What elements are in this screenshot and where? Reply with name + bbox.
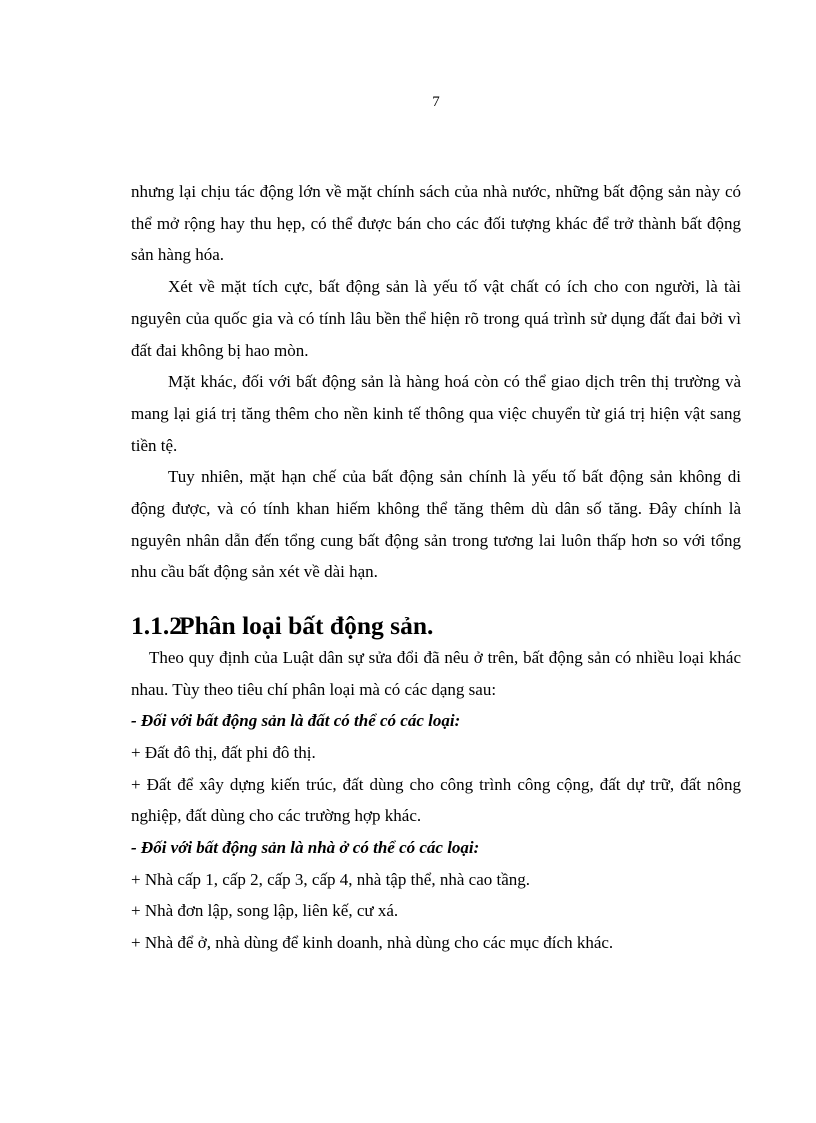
land-item: + Đất để xây dựng kiến trúc, đất dùng cho công trình công cộng, đất dự trữ, đất nông nghiệp, đất dùng cho các trường hợp khác.: [131, 774, 741, 826]
land-subheading: - Đối với bất động sản là đất có thể có các loại:: [131, 711, 461, 731]
section-number: 1.1.2: [131, 611, 182, 641]
page-number: 7: [432, 94, 440, 110]
housing-item: + Nhà để ở, nhà dùng để kinh doanh, nhà dùng cho các mục đích khác.: [131, 933, 614, 953]
document-body: [131, 176, 741, 959]
paragraph-positive-aspect: Xét về mặt tích cực, bất động sản là yếu tố vật chất có ích cho con người, là tài nguyên của quốc gia và có tính lâu bền thể hiện rõ trong quá trình sử dụng đất đai bởi vì đất đai không bị hao mòn.: [131, 277, 741, 360]
housing-item: + Nhà đơn lập, song lập, liên kế, cư xá.: [131, 901, 399, 921]
section-intro: Theo quy định của Luật dân sự sửa đổi đã nêu ở trên, bất động sản có nhiều loại khác nhau. Tùy theo tiêu chí phân loại mà có các dạng sau:: [131, 647, 741, 699]
housing-item: + Nhà cấp 1, cấp 2, cấp 3, cấp 4, nhà tập thể, nhà cao tầng.: [131, 869, 531, 889]
section-title: Phân loại bất động sản.: [179, 611, 434, 641]
paragraph-limitation: Tuy nhiên, mặt hạn chế của bất động sản chính là yếu tố bất động sản không di động được, và có tính khan hiếm không thể tăng thêm dù dân số tăng. Đây chính là nguyên nhân dẫn đến tổng cung bất động sản trong tương lai luôn thấp hơn so với tổng nhu cầu bất động sản xét về dài hạn.: [131, 467, 741, 582]
section-heading: [131, 610, 741, 642]
housing-subheading: - Đối với bất động sản là nhà ở có thể có các loại:: [131, 838, 480, 858]
paragraph-commodity-aspect: Mặt khác, đối với bất động sản là hàng hoá còn có thể giao dịch trên thị trường và mang lại giá trị tăng thêm cho nền kinh tế thông qua việc chuyển từ giá trị hiện vật sang tiền tệ.: [131, 372, 741, 455]
paragraph-continuation: nhưng lại chịu tác động lớn về mặt chính sách của nhà nước, những bất động sản này có thể mở rộng hay thu hẹp, có thể được bán cho các đối tượng khác để trở thành bất động sản hàng hóa.: [131, 182, 741, 265]
land-item: + Đất đô thị, đất phi đô thị.: [131, 742, 316, 762]
